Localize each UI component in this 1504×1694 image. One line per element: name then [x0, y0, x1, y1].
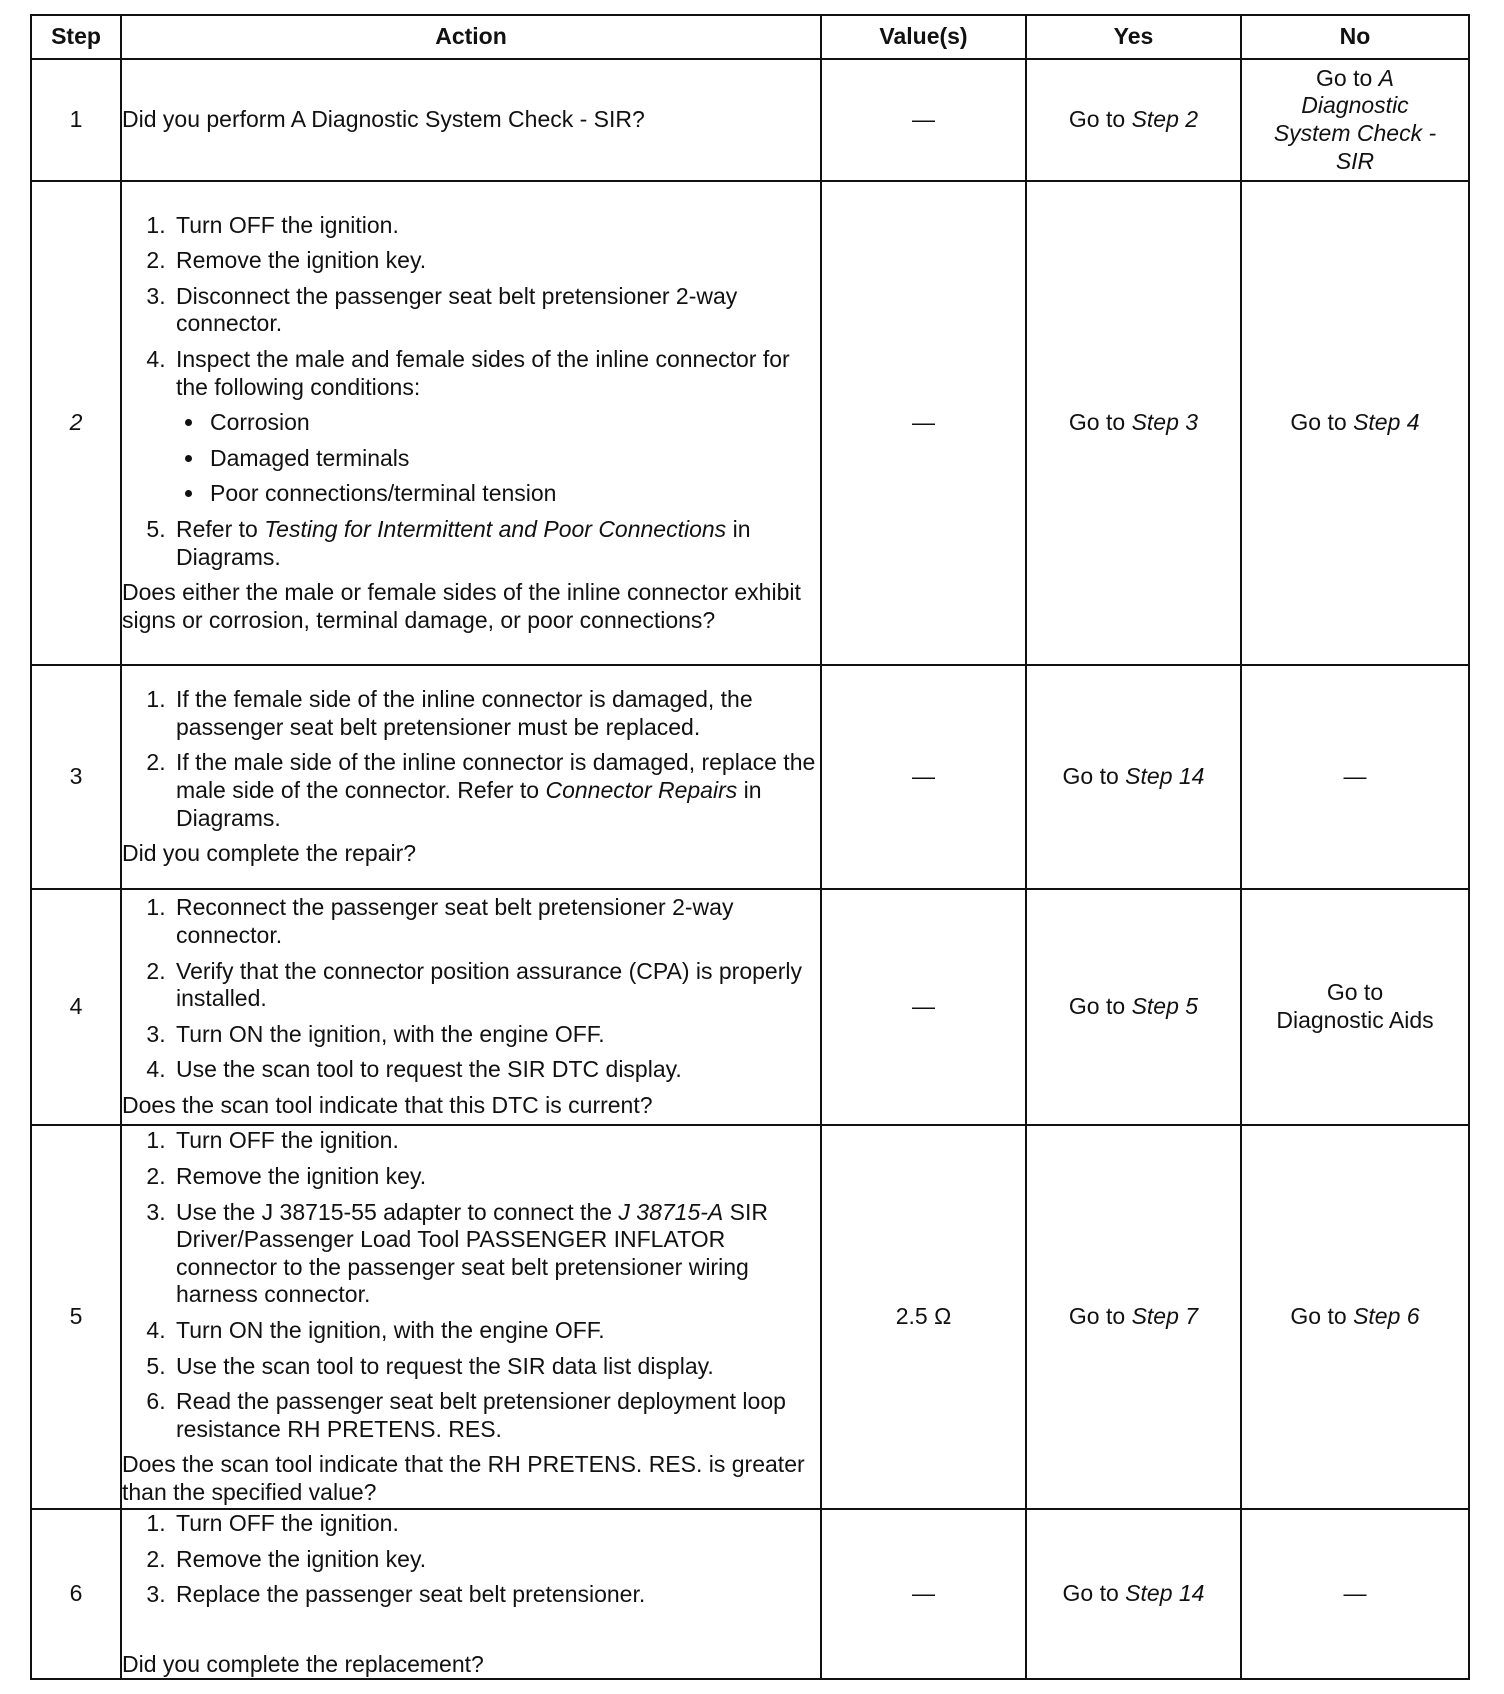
reference-link[interactable]: Testing for Intermittent and Poor Connections: [264, 515, 727, 542]
condition-item: • Poor connections/terminal tension: [206, 480, 820, 508]
no-prefix: Go to: [1316, 64, 1379, 91]
no-link[interactable]: Diagnostic Aids: [1276, 1007, 1434, 1033]
yes-prefix: Go to: [1062, 763, 1126, 790]
step-number: 6: [31, 1509, 121, 1679]
step-number: 4: [31, 889, 121, 1125]
action-item: 3. Disconnect the passenger seat belt pretensioner 2-way connector.: [172, 283, 820, 338]
value-cell: —: [821, 1509, 1026, 1679]
action-item: [172, 346, 820, 508]
header-row: [31, 15, 1469, 59]
no-cell: [1241, 889, 1469, 1125]
action-item-prefix: Refer to: [176, 515, 265, 542]
action-item-prefix: Use the J 38715-55 adapter to connect the: [176, 1198, 619, 1225]
action-item-suffix: in Diagrams.: [176, 515, 751, 570]
step-number: 3: [31, 665, 121, 889]
action-item: 2. Verify that the connector position assurance (CPA) is properly installed.: [172, 958, 820, 1013]
condition-item: • Corrosion: [206, 409, 820, 437]
action-item-suffix: in Diagrams.: [176, 777, 762, 831]
action-item: 6. Read the passenger seat belt pretensioner deployment loop resistance RH PRETENS. RES.: [172, 1388, 820, 1443]
condition-item: • Damaged terminals: [206, 445, 820, 473]
header-action: Action: [121, 15, 821, 59]
diagnostic-table: [30, 14, 1470, 1680]
action-item: 1. Reconnect the passenger seat belt pretensioner 2-way connector.: [172, 894, 820, 949]
table-row-step-1: [31, 59, 1469, 181]
step-number: 2: [31, 181, 121, 665]
header-yes: Yes: [1026, 15, 1241, 59]
no-prefix: Go to: [1290, 409, 1354, 436]
value-cell: —: [821, 889, 1026, 1125]
action-item: [172, 749, 820, 832]
yes-prefix: Go to: [1068, 409, 1132, 436]
condition-list: [176, 409, 820, 508]
value-cell: —: [821, 665, 1026, 889]
action-cell: [121, 59, 821, 181]
action-list: [122, 686, 820, 840]
action-item: 1. Turn OFF the ignition.: [172, 1510, 820, 1538]
question-text: Did you complete the repair?: [122, 840, 417, 867]
action-cell: [121, 665, 821, 889]
action-item: 3. Replace the passenger seat belt pretensioner.: [172, 1581, 820, 1609]
no-cell: [1241, 181, 1469, 665]
action-item-prefix: If the male side of the inline connector is damaged, replace the male side of the connector. Refer to: [176, 749, 816, 803]
yes-cell: [1026, 181, 1241, 665]
tool-reference: J 38715-A: [618, 1198, 724, 1225]
no-cell: [1241, 1125, 1469, 1509]
action-item-suffix: SIR Driver/Passenger Load Tool PASSENGER INFLATOR connector to the passenger seat belt pretensioner wiring harness connector.: [176, 1198, 769, 1308]
yes-prefix: Go to: [1068, 1303, 1132, 1330]
yes-link[interactable]: Step 14: [1125, 763, 1205, 790]
action-item: 3. Turn ON the ignition, with the engine OFF.: [172, 1021, 820, 1049]
no-prefix: Go to: [1290, 1303, 1354, 1330]
no-link[interactable]: Step 4: [1353, 409, 1420, 436]
no-cell: —: [1241, 665, 1469, 889]
question-text: Did you perform A Diagnostic System Check - SIR?: [122, 106, 645, 133]
header-step: Step: [31, 15, 121, 59]
action-cell: [121, 181, 821, 665]
action-list: [122, 1127, 820, 1451]
value-cell: —: [821, 181, 1026, 665]
yes-cell: [1026, 1509, 1241, 1679]
action-cell: [121, 889, 821, 1125]
yes-link[interactable]: Step 5: [1131, 993, 1199, 1020]
yes-link[interactable]: Step 2: [1131, 106, 1199, 133]
action-cell: [121, 1509, 821, 1679]
action-item: 1. Turn OFF the ignition.: [172, 212, 820, 240]
value-cell: —: [821, 59, 1026, 181]
value-cell: 2.5 Ω: [821, 1125, 1026, 1509]
action-cell: [121, 1125, 821, 1509]
step-number: 5: [31, 1125, 121, 1509]
yes-cell: [1026, 889, 1241, 1125]
action-item: 1. If the female side of the inline connector is damaged, the passenger seat belt pretensioner must be replaced.: [172, 686, 820, 741]
action-list: [122, 894, 820, 1092]
no-cell: [1241, 59, 1469, 181]
no-link[interactable]: Step 6: [1353, 1303, 1420, 1330]
action-item: 4. Turn ON the ignition, with the engine OFF.: [172, 1317, 820, 1345]
question-text: Does either the male or female sides of the inline connector exhibit signs or corrosion, terminal damage, or poor connections?: [122, 579, 801, 633]
yes-prefix: Go to: [1068, 993, 1132, 1020]
no-cell: —: [1241, 1509, 1469, 1679]
yes-cell: [1026, 59, 1241, 181]
action-item: 2. Remove the ignition key.: [172, 1163, 820, 1191]
action-list: [122, 1510, 820, 1617]
table-row-step-4: [31, 889, 1469, 1125]
action-item: [172, 516, 820, 571]
question-text: Does the scan tool indicate that the RH PRETENS. RES. is greater than the specified value?: [122, 1451, 805, 1505]
action-list: [122, 212, 820, 580]
table-row-step-5: [31, 1125, 1469, 1509]
reference-link[interactable]: Connector Repairs: [545, 777, 738, 803]
header-values: Value(s): [821, 15, 1026, 59]
step-number: 1: [31, 59, 121, 181]
action-item: 5. Use the scan tool to request the SIR data list display.: [172, 1353, 820, 1381]
no-link[interactable]: A Diagnostic System Check - SIR: [1273, 64, 1437, 174]
action-item: 2. Remove the ignition key.: [172, 1546, 820, 1574]
table-row-step-6: [31, 1509, 1469, 1679]
yes-link[interactable]: Step 7: [1131, 1303, 1199, 1330]
action-item: [172, 1199, 820, 1309]
question-text: Did you complete the replacement?: [122, 1650, 484, 1677]
table-row-step-3: [31, 665, 1469, 889]
no-prefix: Go to: [1326, 979, 1384, 1006]
yes-prefix: Go to: [1062, 1580, 1126, 1607]
yes-prefix: Go to: [1068, 106, 1132, 133]
yes-cell: [1026, 665, 1241, 889]
yes-link[interactable]: Step 3: [1131, 409, 1199, 436]
table-row-step-2: [31, 181, 1469, 665]
header-no: No: [1241, 15, 1469, 59]
action-item: 1. Turn OFF the ignition.: [172, 1127, 820, 1155]
action-item: 2. Remove the ignition key.: [172, 247, 820, 275]
action-item-text: Inspect the male and female sides of the inline connector for the following conditions:: [176, 346, 790, 400]
yes-link[interactable]: Step 14: [1125, 1580, 1205, 1607]
yes-cell: [1026, 1125, 1241, 1509]
action-item: 4. Use the scan tool to request the SIR DTC display.: [172, 1056, 820, 1084]
question-text: Does the scan tool indicate that this DTC is current?: [122, 1091, 653, 1118]
